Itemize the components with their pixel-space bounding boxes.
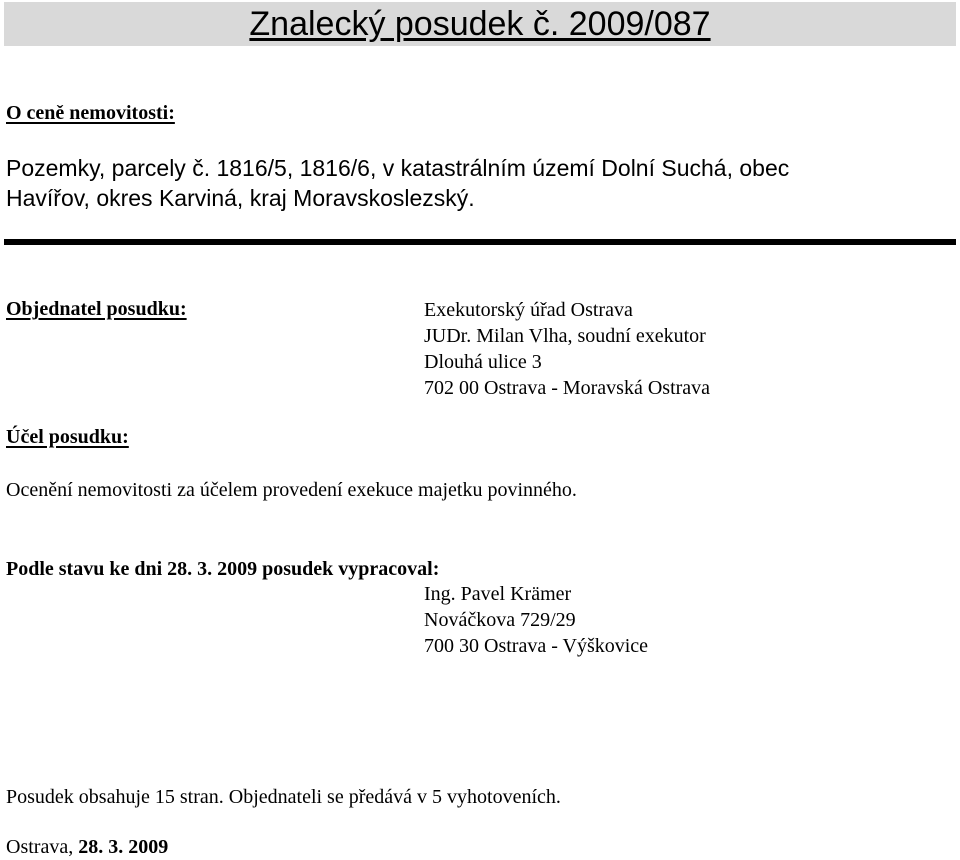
purpose-text: Ocenění nemovitosti za účelem provedení exekuce majetku povinného.	[6, 479, 577, 501]
client-address	[424, 297, 710, 401]
divider-rule	[4, 239, 956, 245]
subject-line-1: Pozemky, parcely č. 1816/5, 1816/6, v katastrálním území Dolní Suchá, obec	[6, 155, 790, 181]
client-line: JUDr. Milan Vlha, soudní exekutor	[424, 325, 706, 347]
author-line: Ing. Pavel Krämer	[424, 583, 572, 605]
author-label: Podle stavu ke dni 28. 3. 2009 posudek vypracoval:	[6, 558, 440, 580]
purpose-label: Účel posudku:	[6, 426, 129, 448]
place-date	[6, 836, 168, 859]
author-address	[424, 581, 648, 659]
client-line: 702 00 Ostrava - Moravská Ostrava	[424, 377, 711, 399]
subject-label: O ceně nemovitosti:	[6, 102, 175, 124]
subject-line-2: Havířov, okres Karviná, kraj Moravskoslezský.	[6, 185, 475, 211]
client-line: Exekutorský úřad Ostrava	[424, 299, 633, 321]
footer-note: Posudek obsahuje 15 stran. Objednateli se předává v 5 vyhotoveních.	[6, 786, 561, 808]
date: 28. 3. 2009	[78, 836, 169, 858]
client-label: Objednatel posudku:	[6, 298, 187, 320]
place: Ostrava,	[6, 836, 74, 858]
document-title: Znalecký posudek č. 2009/087	[249, 5, 711, 43]
author-line: Nováčkova 729/29	[424, 609, 576, 631]
author-line: 700 30 Ostrava - Výškovice	[424, 635, 649, 657]
client-line: Dlouhá ulice 3	[424, 351, 542, 373]
